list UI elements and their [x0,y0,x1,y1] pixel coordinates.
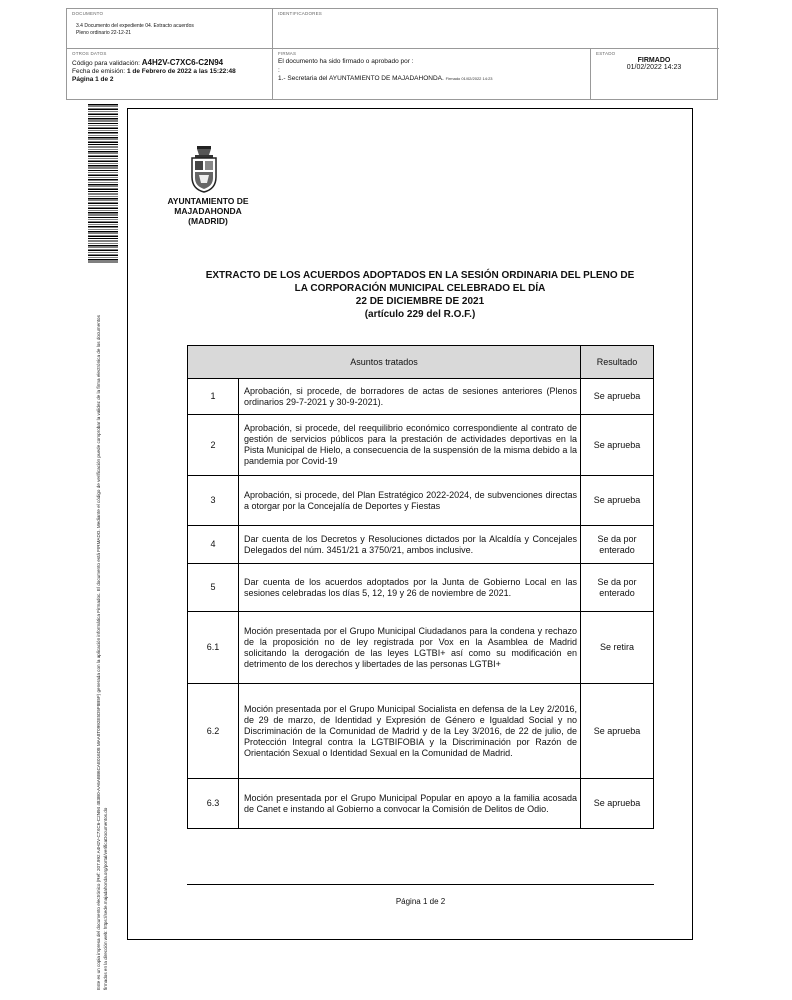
footer-page-number: Página 1 de 2 [395,897,446,906]
title-line-4: (artículo 229 del R.O.F.) [364,309,476,320]
item-text: Dar cuenta de los Decretos y Resoluciones dictados por la Alcaldía y Concejales Delegados del núm. 3451/21 a 3750/21, ambos inclusive. [239,526,581,564]
documento-cell [67,9,273,49]
table-row [188,379,654,415]
estado-cell [591,49,717,99]
estado-caption: ESTADO [596,51,616,56]
firmas-caption: FIRMAS [278,51,297,56]
item-text: Dar cuenta de los acuerdos adoptados por la Junta de Gobierno Local en las sesiones celebradas los días 5, 12, 19 y 26 de noviembre de 2021. [239,564,581,612]
table-row [188,564,654,612]
signature-header [66,8,718,100]
agenda-table [187,345,654,829]
validation-info [72,59,267,84]
table-row [188,415,654,476]
validation-code[interactable]: A4H2V-C7XC6-C2N94 [141,58,224,67]
documento-caption: DOCUMENTO [72,11,104,16]
identificadores-caption: IDENTIFICADORES [278,11,323,16]
item-text: Moción presentada por el Grupo Municipal Popular en apoyo a la familia acosada de Canet e instando al Gobierno a convocar la Comisión de Delitos de Odio. [239,779,581,829]
emission-label: Fecha de emisión: [72,68,126,75]
otros-datos-caption: OTROS DATOS [72,51,107,56]
item-number: 3 [188,476,239,526]
table-header-row [188,346,654,379]
item-result: Se retira [581,612,654,684]
title-line-3: 22 DE DICIEMBRE DE 2021 [355,296,485,307]
firmas-cell [273,49,591,99]
item-text: Aprobación, si procede, del reequilibrio económico correspondiente al contrato de gestión de servicios públicos para la prestación de actividades deportivas en la Pista Municipal de Hielo, a consecuencia de la suspensión de la misma debido a la pandemia por Covid-19 [239,415,581,476]
item-number: 5 [188,564,239,612]
item-result: Se da por enterado [581,526,654,564]
item-text: Aprobación, si procede, del Plan Estratégico 2022-2024, de subvenciones directas a otorgar por la Concejalía de Deportes y Fiestas [239,476,581,526]
estado-value: FIRMADO [637,57,671,64]
coat-of-arms-icon [189,145,219,193]
estado-date: 01/02/2022 14:23 [626,64,682,71]
table-row [188,476,654,526]
signer: 1.- Secretaria del AYUNTAMIENTO DE MAJADAHONDA. [278,75,444,82]
item-number: 4 [188,526,239,564]
organization-name [148,196,268,226]
otros-datos-cell [67,49,273,99]
page-info: Página 1 de 2 [72,76,114,83]
item-number: 1 [188,379,239,415]
identificadores-cell [273,9,719,49]
item-result: Se aprueba [581,415,654,476]
header-result: Resultado [581,346,654,379]
item-number: 6.1 [188,612,239,684]
barcode [88,104,118,264]
header-subject: Asuntos tratados [188,346,581,379]
table-row [188,684,654,779]
item-result: Se aprueba [581,379,654,415]
org-line-3: (MADRID) [188,216,228,226]
title-line-1: EXTRACTO DE LOS ACUERDOS ADOPTADOS EN LA SESIÓN ORDINARIA DEL PLENO DE [205,270,635,281]
item-result: Se aprueba [581,476,654,526]
title-line-2: LA CORPORACIÓN MUNICIPAL CELEBRADO EL DÍA [294,283,546,294]
signer-date: Firmado 01/02/2022 14:23 [445,76,493,81]
item-number: 6.3 [188,779,239,829]
item-number: 2 [188,415,239,476]
firmas-intro: El documento ha sido firmado o aprobado por : [278,58,414,65]
item-text: Moción presentada por el Grupo Municipal Ciudadanos para la condena y rechazo de la proposición no de ley registrada por Vox en la Asamblea de Madrid solicitando la derogación de las leyes LGTBI+ así como su modificación en detrimento de los derechos y libertades de las personas LGTBI+ [239,612,581,684]
org-line-2: MAJADAHONDA [174,206,242,216]
item-number: 6.2 [188,684,239,779]
item-text: Moción presentada por el Grupo Municipal Socialista en defensa de la Ley 2/2016, de 29 de marzo, de Identidad y Expresión de Género e Igualdad Social y no Discriminación de la Comunidad de Madrid y de la Ley 3/2016, de 22 de julio, de Protección Integral contra la LGTBIFOBIA y la Discriminación por Razón de Orientación Sexual o Identidad Sexual en la Comunidad de Madrid. [239,684,581,779]
emission-date: 1 de Febrero de 2022 a las 15:22:48 [126,68,236,75]
verification-side-text: Este es un copia impresa del documento electrónico (Ref: 207.992 A4H2V-C7XC6-C2N94 483B0-AA6ABB6CAE016D8 MAA8T0992E5D5F8B5F) generada con la aplicación informática Firmadoc. El documento está FIRMADO. Mediante el código de verificación puede comprobar la validez de la firma electrónica de los documentos firmados en la dirección web: https://sede.majadahonda.org/portal/verificaDocumentos.do [96,315,108,990]
signatures [278,58,585,84]
footer-divider [187,884,654,885]
validation-label: Código para validación: [72,60,140,67]
document-name: 3.4 Documento del expediente 04. Extracto acuerdos Pleno ordinario 22-12-21 [76,23,194,36]
org-line-1: AYUNTAMIENTO DE [167,196,249,206]
table-row [188,612,654,684]
item-text: Aprobación, si procede, de borradores de actas de sesiones anteriores (Plenos ordinarios 29-7-2021 y 30-9-2021). [239,379,581,415]
document-title [186,269,654,321]
item-result: Se da por enterado [581,564,654,612]
estado [596,57,712,71]
item-result: Se aprueba [581,684,654,779]
firmas-colon: : [278,66,280,74]
table-row [188,779,654,829]
item-result: Se aprueba [581,779,654,829]
table-row [188,526,654,564]
